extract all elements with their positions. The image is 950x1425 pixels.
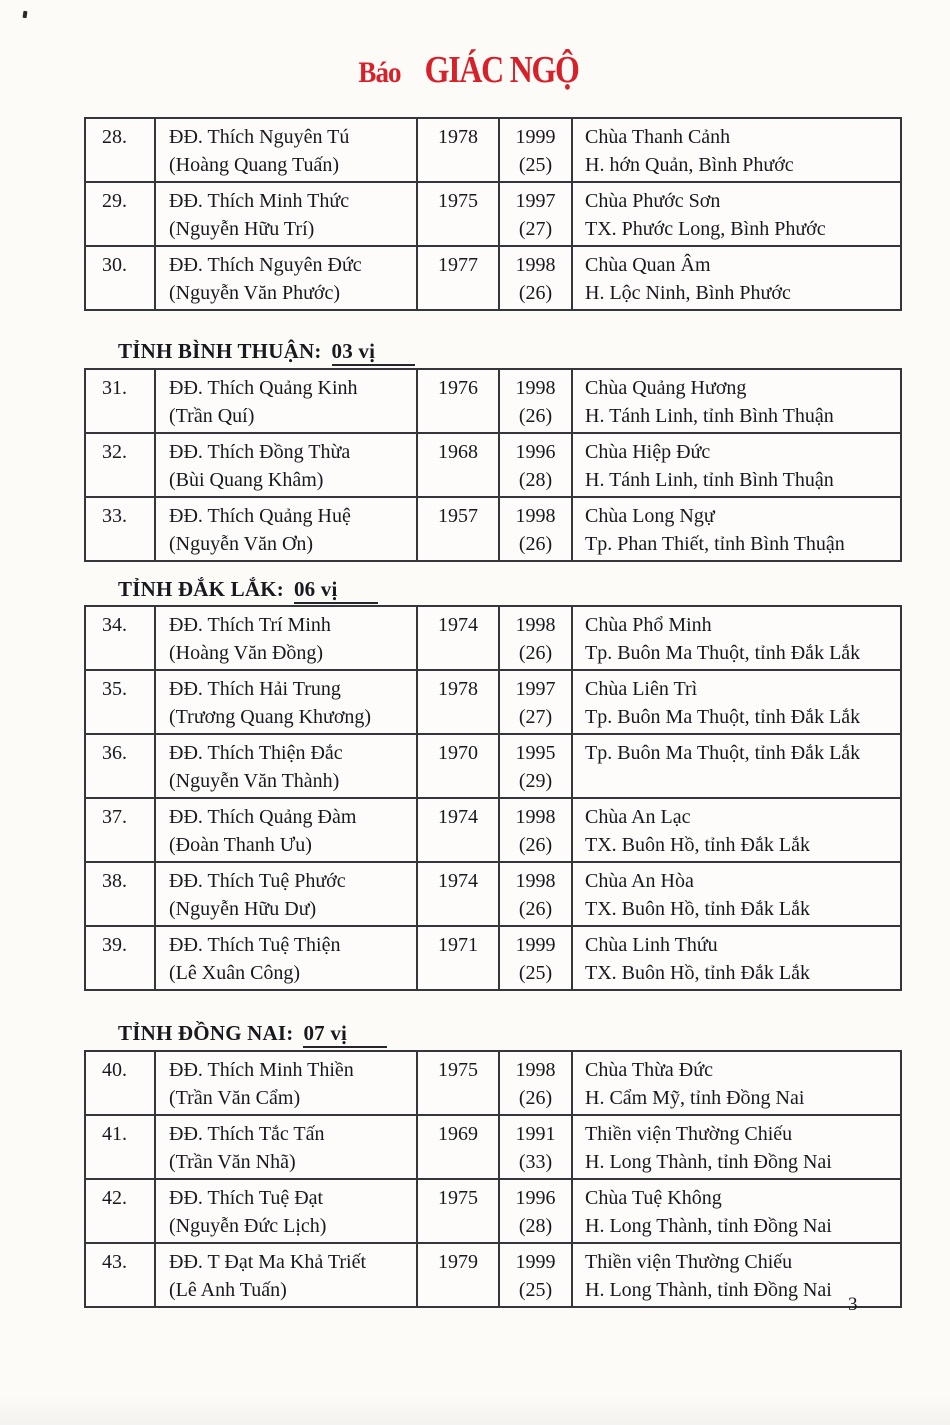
birth-year-cell xyxy=(416,370,498,432)
temple-name: Chùa Long Ngự xyxy=(585,505,715,527)
temple-location-cell xyxy=(571,1116,904,1178)
row-number: 29. xyxy=(102,190,127,212)
monk-name: ĐĐ. Thích Minh Thức xyxy=(169,190,350,212)
row-number: 39. xyxy=(102,934,127,956)
monk-name: ĐĐ. Thích Tuệ Phước xyxy=(169,870,346,892)
row-number xyxy=(102,767,152,795)
birth-year: 1957 xyxy=(438,505,478,527)
table-row xyxy=(86,1178,900,1242)
row-number: 34. xyxy=(102,614,127,636)
age-at-ordination: (25) xyxy=(518,962,553,984)
temple-location-cell xyxy=(571,927,904,989)
row-number xyxy=(102,831,152,859)
birth-year: 1976 xyxy=(438,377,478,399)
temple-location-cell xyxy=(571,183,904,245)
birth-year xyxy=(418,767,498,795)
table-row xyxy=(86,1052,900,1114)
lay-name: (Trần Văn Nhã) xyxy=(169,1151,296,1173)
age-at-ordination: (25) xyxy=(518,1279,553,1301)
row-number xyxy=(102,402,152,430)
lay-name: (Nguyễn Đức Lịch) xyxy=(169,1215,327,1237)
table-row xyxy=(86,797,900,861)
monk-name: ĐĐ. Thích Quảng Huệ xyxy=(169,505,351,527)
monk-name-cell xyxy=(154,671,416,733)
row-number xyxy=(102,1084,152,1112)
province-count-label: 03 vị xyxy=(332,339,416,366)
row-number-cell xyxy=(86,370,154,432)
row-number: 31. xyxy=(102,377,127,399)
age-at-ordination: (26) xyxy=(518,533,553,555)
ordination-year-cell xyxy=(498,119,571,181)
province-table-3 xyxy=(84,1050,902,1308)
temple-location: TX. Buôn Hồ, tỉnh Đắk Lắk xyxy=(585,962,810,984)
newspaper-masthead xyxy=(0,48,950,92)
ordination-year: 1998 xyxy=(515,870,556,892)
row-number xyxy=(102,639,152,667)
row-number xyxy=(102,530,152,558)
row-number xyxy=(102,1212,152,1240)
ordination-year: 1998 xyxy=(515,254,556,276)
table-row xyxy=(86,181,900,245)
temple-location xyxy=(585,767,902,795)
row-number: 42. xyxy=(102,1187,127,1209)
temple-name: Chùa Thừa Đức xyxy=(585,1059,713,1081)
temple-location: TX. Buôn Hồ, tỉnh Đắk Lắk xyxy=(585,898,810,920)
monk-name-cell xyxy=(154,370,416,432)
monk-name-cell xyxy=(154,1244,416,1306)
table-row xyxy=(86,432,900,496)
monk-name: ĐĐ. Thích Tuệ Thiện xyxy=(169,934,341,956)
ordination-year: 1996 xyxy=(515,441,556,463)
temple-location: H. hớn Quản, Bình Phước xyxy=(585,154,794,176)
province-count-label: 07 vị xyxy=(303,1021,387,1048)
monk-name: ĐĐ. Thích Tuệ Đạt xyxy=(169,1187,324,1209)
monk-name: ĐĐ. Thích Đồng Thừa xyxy=(169,441,351,463)
row-number: 40. xyxy=(102,1059,127,1081)
row-number: 30. xyxy=(102,254,127,276)
age-at-ordination: (25) xyxy=(518,154,553,176)
birth-year: 1974 xyxy=(438,870,478,892)
birth-year xyxy=(418,1148,498,1176)
row-number xyxy=(102,466,152,494)
birth-year xyxy=(418,895,498,923)
table-row xyxy=(86,245,900,309)
birth-year-cell xyxy=(416,247,498,309)
age-at-ordination: (29) xyxy=(518,770,553,792)
row-number xyxy=(102,279,152,307)
monk-name-cell xyxy=(154,119,416,181)
lay-name: (Nguyễn Văn Ơn) xyxy=(169,533,314,555)
ordination-year-cell xyxy=(498,799,571,861)
row-number-cell xyxy=(86,735,154,797)
lay-name: (Bùi Quang Khâm) xyxy=(169,469,324,491)
temple-name: Thiền viện Thường Chiếu xyxy=(585,1123,793,1145)
birth-year xyxy=(418,215,498,243)
row-number-cell xyxy=(86,607,154,669)
temple-name: Chùa Phước Sơn xyxy=(585,190,721,212)
birth-year-cell xyxy=(416,1180,498,1242)
monk-name: ĐĐ. Thích Tắc Tấn xyxy=(169,1123,325,1145)
birth-year: 1975 xyxy=(438,190,478,212)
ordination-year: 1998 xyxy=(515,806,556,828)
row-number-cell xyxy=(86,799,154,861)
temple-location-cell xyxy=(571,607,904,669)
ordination-year-cell xyxy=(498,927,571,989)
ordination-year: 1998 xyxy=(515,377,556,399)
ordination-year-cell xyxy=(498,1244,571,1306)
birth-year-cell xyxy=(416,434,498,496)
ordination-year: 1998 xyxy=(515,614,556,636)
age-at-ordination: (26) xyxy=(518,405,553,427)
birth-year: 1969 xyxy=(438,1123,478,1145)
birth-year-cell xyxy=(416,183,498,245)
birth-year xyxy=(418,1084,498,1112)
birth-year-cell xyxy=(416,863,498,925)
row-number: 36. xyxy=(102,742,127,764)
temple-location-cell xyxy=(571,498,904,560)
temple-location: H. Long Thành, tỉnh Đồng Nai xyxy=(585,1151,832,1173)
table-row xyxy=(86,496,900,560)
row-number xyxy=(102,151,152,179)
temple-name: Chùa Tuệ Không xyxy=(585,1187,722,1209)
age-at-ordination: (28) xyxy=(518,469,553,491)
row-number: 28. xyxy=(102,126,127,148)
temple-location-cell xyxy=(571,434,904,496)
ordination-year-cell xyxy=(498,1116,571,1178)
birth-year: 1975 xyxy=(438,1187,478,1209)
table-row xyxy=(86,669,900,733)
temple-name: Chùa An Hòa xyxy=(585,870,694,892)
province-heading-label: TỈNH BÌNH THUẬN: xyxy=(118,339,322,363)
row-number-cell xyxy=(86,1052,154,1114)
monk-name: ĐĐ. T Đạt Ma Khả Triết xyxy=(169,1251,367,1273)
table-row xyxy=(86,370,900,432)
temple-name: Chùa Quan Âm xyxy=(585,254,711,276)
temple-location-cell xyxy=(571,119,904,181)
temple-location-cell xyxy=(571,863,904,925)
birth-year: 1978 xyxy=(438,678,478,700)
temple-location-cell xyxy=(571,1052,904,1114)
temple-location: Tp. Buôn Ma Thuột, tỉnh Đắk Lắk xyxy=(585,706,861,728)
birth-year-cell xyxy=(416,607,498,669)
lay-name: (Hoàng Văn Đồng) xyxy=(169,642,324,664)
row-number: 37. xyxy=(102,806,127,828)
row-number-cell xyxy=(86,671,154,733)
age-at-ordination: (33) xyxy=(518,1151,553,1173)
birth-year xyxy=(418,466,498,494)
row-number-cell xyxy=(86,1116,154,1178)
row-number-cell xyxy=(86,434,154,496)
table-row xyxy=(86,119,900,181)
birth-year xyxy=(418,1276,498,1304)
row-number xyxy=(102,1148,152,1176)
row-number xyxy=(102,215,152,243)
temple-location-cell xyxy=(571,671,904,733)
row-number xyxy=(102,703,152,731)
birth-year xyxy=(418,279,498,307)
birth-year xyxy=(418,530,498,558)
monk-name-cell xyxy=(154,498,416,560)
row-number: 32. xyxy=(102,441,127,463)
ordination-year-cell xyxy=(498,1180,571,1242)
birth-year-cell xyxy=(416,735,498,797)
birth-year-cell xyxy=(416,671,498,733)
monk-name: ĐĐ. Thích Thiện Đắc xyxy=(169,742,343,764)
birth-year xyxy=(418,639,498,667)
temple-name: Tp. Buôn Ma Thuột, tỉnh Đắk Lắk xyxy=(585,742,861,764)
province-count-label: 06 vị xyxy=(294,577,378,604)
temple-name: Chùa Hiệp Đức xyxy=(585,441,711,463)
temple-name: Chùa Phổ Minh xyxy=(585,614,712,636)
province-table-0 xyxy=(84,117,902,311)
temple-location: Tp. Buôn Ma Thuột, tỉnh Đắk Lắk xyxy=(585,642,861,664)
age-at-ordination: (27) xyxy=(518,706,553,728)
lay-name: (Đoàn Thanh Ưu) xyxy=(169,834,312,856)
monk-name: ĐĐ. Thích Hải Trung xyxy=(169,678,341,700)
temple-location-cell xyxy=(571,247,904,309)
province-heading-label: TỈNH ĐỒNG NAI: xyxy=(118,1021,294,1045)
ordination-year: 1999 xyxy=(515,126,556,148)
monk-name: ĐĐ. Thích Nguyên Tú xyxy=(169,126,350,148)
ordination-year: 1995 xyxy=(515,742,556,764)
monk-name-cell xyxy=(154,434,416,496)
ordination-year: 1997 xyxy=(515,190,556,212)
temple-name: Chùa Liên Trì xyxy=(585,678,698,700)
lay-name: (Nguyễn Hữu Dư) xyxy=(169,898,317,920)
birth-year: 1975 xyxy=(438,1059,478,1081)
lay-name: (Hoàng Quang Tuấn) xyxy=(169,154,339,176)
row-number-cell xyxy=(86,498,154,560)
row-number xyxy=(102,895,152,923)
lay-name: (Lê Anh Tuấn) xyxy=(169,1279,287,1301)
ordination-year-cell xyxy=(498,735,571,797)
temple-location: Tp. Phan Thiết, tỉnh Bình Thuận xyxy=(585,533,845,555)
ordination-year-cell xyxy=(498,863,571,925)
temple-name: Chùa Quảng Hương xyxy=(585,377,747,399)
ordination-year-cell xyxy=(498,671,571,733)
ordination-year-cell xyxy=(498,247,571,309)
birth-year: 1968 xyxy=(438,441,478,463)
masthead-title: GIÁC NGỘ xyxy=(425,49,579,91)
birth-year: 1978 xyxy=(438,126,478,148)
birth-year xyxy=(418,402,498,430)
temple-location: TX. Phước Long, Bình Phước xyxy=(585,218,826,240)
monk-name-cell xyxy=(154,735,416,797)
temple-name: Chùa Thanh Cảnh xyxy=(585,126,731,148)
lay-name: (Trần Quí) xyxy=(169,405,255,427)
age-at-ordination: (28) xyxy=(518,1215,553,1237)
ordination-year-cell xyxy=(498,607,571,669)
temple-location-cell xyxy=(571,735,904,797)
masthead-prefix: Báo xyxy=(358,56,402,89)
ordination-year-cell xyxy=(498,498,571,560)
table-row xyxy=(86,925,900,989)
birth-year: 1971 xyxy=(438,934,478,956)
table-row xyxy=(86,607,900,669)
age-at-ordination: (26) xyxy=(518,282,553,304)
lay-name: (Trương Quang Khương) xyxy=(169,706,372,728)
monk-name-cell xyxy=(154,863,416,925)
monk-name: ĐĐ. Thích Quảng Đàm xyxy=(169,806,357,828)
birth-year xyxy=(418,959,498,987)
age-at-ordination: (27) xyxy=(518,218,553,240)
monk-name: ĐĐ. Thích Nguyên Đức xyxy=(169,254,362,276)
lay-name: (Nguyễn Văn Thành) xyxy=(169,770,340,792)
ordination-year: 1996 xyxy=(515,1187,556,1209)
temple-location: TX. Buôn Hồ, tỉnh Đắk Lắk xyxy=(585,834,810,856)
row-number-cell xyxy=(86,927,154,989)
ordination-year-cell xyxy=(498,183,571,245)
section-heading-dong-nai xyxy=(118,1021,387,1046)
age-at-ordination: (26) xyxy=(518,642,553,664)
table-row xyxy=(86,1242,900,1306)
ordination-year: 1998 xyxy=(515,505,556,527)
birth-year-cell xyxy=(416,1116,498,1178)
section-heading-dak-lak xyxy=(118,577,378,602)
section-heading-binh-thuan xyxy=(118,339,415,364)
birth-year: 1977 xyxy=(438,254,478,276)
birth-year xyxy=(418,703,498,731)
birth-year xyxy=(418,151,498,179)
monk-name-cell xyxy=(154,247,416,309)
row-number xyxy=(102,1276,152,1304)
monk-name: ĐĐ. Thích Minh Thiền xyxy=(169,1059,354,1081)
temple-location: H. Tánh Linh, tỉnh Bình Thuận xyxy=(585,469,834,491)
ordination-year-cell xyxy=(498,370,571,432)
temple-location: H. Cẩm Mỹ, tỉnh Đồng Nai xyxy=(585,1087,805,1109)
ordination-year: 1991 xyxy=(515,1123,556,1145)
row-number-cell xyxy=(86,1244,154,1306)
monk-name: ĐĐ. Thích Quảng Kinh xyxy=(169,377,358,399)
ordination-year: 1998 xyxy=(515,1059,556,1081)
row-number: 35. xyxy=(102,678,127,700)
lay-name: (Nguyễn Hữu Trí) xyxy=(169,218,315,240)
monk-name-cell xyxy=(154,1052,416,1114)
province-table-1 xyxy=(84,368,902,562)
monk-name-cell xyxy=(154,183,416,245)
temple-location: H. Long Thành, tỉnh Đồng Nai xyxy=(585,1279,832,1301)
age-at-ordination: (26) xyxy=(518,1087,553,1109)
lay-name: (Lê Xuân Công) xyxy=(169,962,301,984)
temple-location-cell xyxy=(571,1180,904,1242)
temple-name: Chùa Linh Thứu xyxy=(585,934,718,956)
row-number-cell xyxy=(86,863,154,925)
temple-location: H. Lộc Ninh, Bình Phước xyxy=(585,282,791,304)
monk-name-cell xyxy=(154,927,416,989)
temple-name: Thiền viện Thường Chiếu xyxy=(585,1251,793,1273)
birth-year-cell xyxy=(416,927,498,989)
ordination-year: 1997 xyxy=(515,678,556,700)
province-table-2 xyxy=(84,605,902,991)
birth-year: 1970 xyxy=(438,742,478,764)
ordination-year: 1999 xyxy=(515,934,556,956)
temple-location: H. Long Thành, tỉnh Đồng Nai xyxy=(585,1215,832,1237)
ordination-year-cell xyxy=(498,1052,571,1114)
row-number: 41. xyxy=(102,1123,127,1145)
age-at-ordination: (26) xyxy=(518,834,553,856)
lay-name: (Trần Văn Cẩm) xyxy=(169,1087,301,1109)
monk-name-cell xyxy=(154,799,416,861)
scan-artifact-dot xyxy=(23,11,28,18)
row-number-cell xyxy=(86,247,154,309)
lay-name: (Nguyễn Văn Phước) xyxy=(169,282,341,304)
row-number xyxy=(102,959,152,987)
birth-year xyxy=(418,831,498,859)
row-number-cell xyxy=(86,119,154,181)
birth-year-cell xyxy=(416,498,498,560)
temple-location-cell xyxy=(571,799,904,861)
province-heading-label: TỈNH ĐẮK LẮK: xyxy=(118,577,284,601)
birth-year-cell xyxy=(416,119,498,181)
monk-name-cell xyxy=(154,1180,416,1242)
row-number-cell xyxy=(86,1180,154,1242)
birth-year: 1979 xyxy=(438,1251,478,1273)
row-number: 33. xyxy=(102,505,127,527)
birth-year-cell xyxy=(416,799,498,861)
monk-name-cell xyxy=(154,1116,416,1178)
temple-location: H. Tánh Linh, tỉnh Bình Thuận xyxy=(585,405,834,427)
row-number-cell xyxy=(86,183,154,245)
birth-year: 1974 xyxy=(438,806,478,828)
birth-year-cell xyxy=(416,1244,498,1306)
table-row xyxy=(86,861,900,925)
table-row xyxy=(86,733,900,797)
row-number: 38. xyxy=(102,870,127,892)
age-at-ordination: (26) xyxy=(518,898,553,920)
table-row xyxy=(86,1114,900,1178)
row-number: 43. xyxy=(102,1251,127,1273)
temple-name: Chùa An Lạc xyxy=(585,806,691,828)
ordination-year-cell xyxy=(498,434,571,496)
ordination-year: 1999 xyxy=(515,1251,556,1273)
birth-year xyxy=(418,1212,498,1240)
birth-year-cell xyxy=(416,1052,498,1114)
birth-year: 1974 xyxy=(438,614,478,636)
page-number: 3 xyxy=(848,1294,858,1315)
temple-location-cell xyxy=(571,370,904,432)
monk-name-cell xyxy=(154,607,416,669)
monk-name: ĐĐ. Thích Trí Minh xyxy=(169,614,331,636)
